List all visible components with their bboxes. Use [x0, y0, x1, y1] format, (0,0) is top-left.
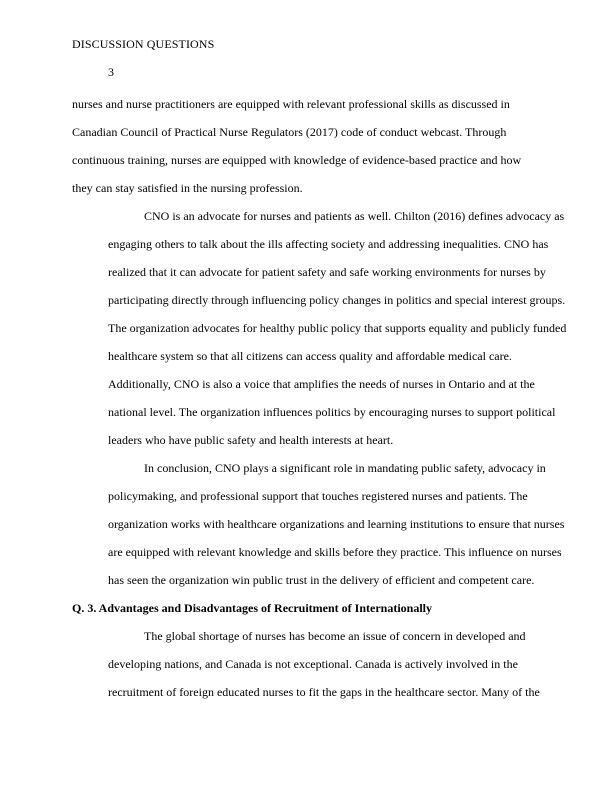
- text-line: nurses and nurse practitioners are equipped with relevant professional skills as discussed in: [72, 97, 510, 111]
- text-line: In conclusion, CNO plays a significant role in mandating public safety, advocacy in: [144, 461, 546, 475]
- text-line: Additionally, CNO is also a voice that amplifies the needs of nurses in Ontario and at the: [108, 377, 535, 391]
- running-head: DISCUSSION QUESTIONS: [72, 37, 215, 51]
- text-line: CNO is an advocate for nurses and patients as well. Chilton (2016) defines advocacy as: [144, 209, 565, 223]
- text-line: are equipped with relevant knowledge and skills before they practice. This influence on nurses: [108, 545, 562, 559]
- text-line: engaging others to talk about the ills affecting society and addressing inequalities. CNO has: [108, 237, 549, 251]
- text-line: The organization advocates for healthy public policy that supports equality and publicly funded: [108, 321, 567, 335]
- text-line: they can stay satisfied in the nursing profession.: [72, 181, 303, 195]
- page-number: 3: [108, 65, 114, 79]
- paragraph-1: [72, 90, 540, 202]
- paragraph-4: [72, 622, 540, 706]
- paragraph-2: [72, 202, 567, 454]
- text-line: continuous training, nurses are equipped with knowledge of evidence-based practice and how: [72, 153, 522, 167]
- text-line: healthcare system so that all citizens can access quality and affordable medical care.: [108, 349, 512, 363]
- text-line: organization works with healthcare organizations and learning institutions to ensure that nurses: [108, 517, 565, 531]
- text-line: policymaking, and professional support that touches registered nurses and patients. The: [108, 489, 528, 503]
- text-line: has seen the organization win public trust in the delivery of efficient and competent care.: [108, 573, 535, 587]
- text-line: participating directly through influencing policy changes in politics and special interest groups.: [108, 293, 566, 307]
- text-line: recruitment of foreign educated nurses to fit the gaps in the healthcare sector. Many of the: [108, 685, 540, 699]
- text-line: Canadian Council of Practical Nurse Regulators (2017) code of conduct webcast. Through: [72, 125, 507, 139]
- body-text: [72, 90, 567, 706]
- text-line: national level. The organization influences politics by encouraging nurses to support political: [108, 405, 556, 419]
- text-line: leaders who have public safety and health interests at heart.: [108, 433, 394, 447]
- text-line: realized that it can advocate for patient safety and safe working environments for nurses by: [108, 265, 546, 279]
- text-line: The global shortage of nurses has become an issue of concern in developed and: [144, 629, 526, 643]
- text-line: developing nations, and Canada is not exceptional. Canada is actively involved in the: [108, 657, 518, 671]
- paragraph-3: [72, 454, 565, 594]
- section-heading: Q. 3. Advantages and Disadvantages of Recruitment of Internationally: [72, 601, 433, 615]
